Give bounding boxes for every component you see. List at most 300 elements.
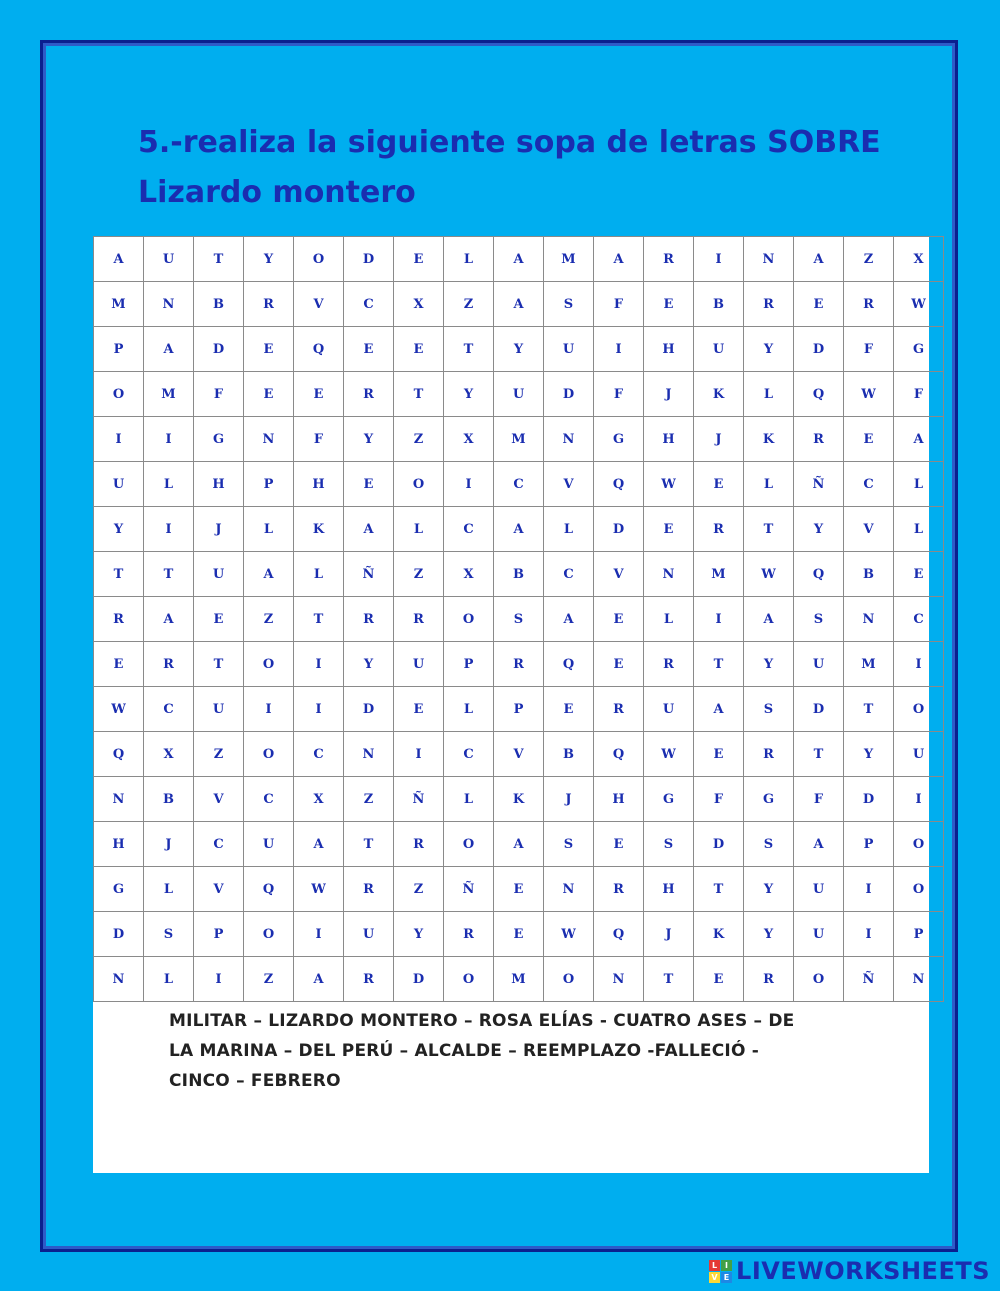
grid-cell[interactable]: I — [194, 957, 244, 1002]
grid-cell[interactable]: R — [244, 282, 294, 327]
grid-cell[interactable]: A — [894, 417, 944, 462]
grid-cell[interactable]: L — [294, 552, 344, 597]
grid-cell[interactable]: T — [94, 552, 144, 597]
grid-cell[interactable]: S — [744, 822, 794, 867]
grid-cell[interactable]: L — [144, 867, 194, 912]
grid-cell[interactable]: E — [594, 597, 644, 642]
grid-cell[interactable]: U — [144, 237, 194, 282]
grid-cell[interactable]: E — [394, 237, 444, 282]
grid-cell[interactable]: T — [694, 867, 744, 912]
grid-cell[interactable]: P — [94, 327, 144, 372]
grid-cell[interactable]: Z — [344, 777, 394, 822]
grid-cell[interactable]: U — [194, 687, 244, 732]
grid-cell[interactable]: Q — [94, 732, 144, 777]
grid-cell[interactable]: I — [294, 687, 344, 732]
grid-cell[interactable]: S — [544, 822, 594, 867]
grid-cell[interactable]: D — [394, 957, 444, 1002]
grid-cell[interactable]: C — [144, 687, 194, 732]
grid-cell[interactable]: C — [894, 597, 944, 642]
liveworksheets-logo — [709, 1260, 732, 1283]
grid-cell[interactable]: O — [294, 237, 344, 282]
grid-cell[interactable]: I — [594, 327, 644, 372]
grid-cell[interactable]: P — [894, 912, 944, 957]
grid-cell[interactable]: L — [394, 507, 444, 552]
grid-cell[interactable]: P — [244, 462, 294, 507]
grid-cell[interactable]: G — [94, 867, 144, 912]
grid-cell[interactable]: K — [694, 372, 744, 417]
grid-cell[interactable]: U — [194, 552, 244, 597]
grid-cell[interactable]: Ñ — [444, 867, 494, 912]
grid-cell[interactable]: C — [844, 462, 894, 507]
grid-cell[interactable]: N — [344, 732, 394, 777]
grid-cell[interactable]: I — [694, 597, 744, 642]
grid-cell[interactable]: R — [94, 597, 144, 642]
grid-cell[interactable]: D — [194, 327, 244, 372]
grid-cell[interactable]: F — [694, 777, 744, 822]
grid-cell[interactable]: H — [194, 462, 244, 507]
grid-cell[interactable]: K — [744, 417, 794, 462]
grid-cell[interactable]: L — [444, 237, 494, 282]
grid-cell[interactable]: G — [894, 327, 944, 372]
grid-cell[interactable]: D — [844, 777, 894, 822]
grid-cell[interactable]: L — [244, 507, 294, 552]
word-list-line: CINCO – FEBRERO — [169, 1071, 341, 1091]
grid-cell[interactable]: D — [594, 507, 644, 552]
grid-cell[interactable]: N — [594, 957, 644, 1002]
grid-cell[interactable]: Z — [244, 597, 294, 642]
grid-cell[interactable]: V — [544, 462, 594, 507]
grid-cell[interactable]: U — [894, 732, 944, 777]
grid-cell[interactable]: B — [844, 552, 894, 597]
grid-cell[interactable]: Z — [394, 867, 444, 912]
grid-cell[interactable]: D — [794, 327, 844, 372]
grid-cell[interactable]: Z — [444, 282, 494, 327]
grid-cell[interactable]: W — [94, 687, 144, 732]
grid-cell[interactable]: E — [894, 552, 944, 597]
grid-cell[interactable]: H — [594, 777, 644, 822]
grid-cell[interactable]: B — [194, 282, 244, 327]
grid-cell[interactable]: Q — [594, 462, 644, 507]
grid-cell[interactable]: C — [194, 822, 244, 867]
grid-cell[interactable]: N — [94, 777, 144, 822]
grid-cell[interactable]: H — [644, 327, 694, 372]
grid-cell[interactable]: T — [194, 642, 244, 687]
grid-cell[interactable]: I — [144, 417, 194, 462]
grid-cell[interactable]: U — [644, 687, 694, 732]
grid-cell[interactable]: E — [244, 372, 294, 417]
grid-cell[interactable]: W — [644, 732, 694, 777]
grid-cell[interactable]: E — [394, 327, 444, 372]
grid-cell[interactable]: P — [444, 642, 494, 687]
grid-cell[interactable]: O — [244, 642, 294, 687]
grid-cell[interactable]: H — [294, 462, 344, 507]
grid-cell[interactable]: Q — [794, 372, 844, 417]
grid-cell[interactable]: W — [894, 282, 944, 327]
grid-cell[interactable]: I — [844, 912, 894, 957]
grid-cell[interactable]: I — [294, 912, 344, 957]
grid-cell[interactable]: I — [394, 732, 444, 777]
grid-cell[interactable]: T — [844, 687, 894, 732]
grid-cell[interactable]: U — [494, 372, 544, 417]
grid-cell[interactable]: Ñ — [844, 957, 894, 1002]
grid-cell[interactable]: E — [344, 327, 394, 372]
grid-cell[interactable]: Y — [394, 912, 444, 957]
grid-cell[interactable]: R — [494, 642, 544, 687]
grid-cell[interactable]: F — [894, 372, 944, 417]
grid-cell[interactable]: S — [644, 822, 694, 867]
grid-cell[interactable]: Y — [844, 732, 894, 777]
grid-cell[interactable]: T — [194, 237, 244, 282]
grid-cell[interactable]: E — [694, 732, 744, 777]
grid-cell[interactable]: Z — [194, 732, 244, 777]
grid-cell[interactable]: I — [144, 507, 194, 552]
grid-cell[interactable]: E — [494, 912, 544, 957]
grid-cell[interactable]: O — [444, 597, 494, 642]
grid-cell[interactable]: E — [644, 507, 694, 552]
grid-cell[interactable]: C — [294, 732, 344, 777]
grid-cell[interactable]: P — [844, 822, 894, 867]
grid-cell[interactable]: O — [894, 867, 944, 912]
grid-cell[interactable]: E — [594, 822, 644, 867]
grid-cell[interactable]: Ñ — [344, 552, 394, 597]
grid-cell[interactable]: Y — [344, 642, 394, 687]
grid-cell[interactable]: O — [244, 732, 294, 777]
grid-cell[interactable]: V — [594, 552, 644, 597]
grid-cell[interactable]: X — [894, 237, 944, 282]
grid-cell[interactable]: W — [644, 462, 694, 507]
grid-cell[interactable]: Q — [594, 912, 644, 957]
grid-cell[interactable]: D — [544, 372, 594, 417]
grid-cell[interactable]: V — [494, 732, 544, 777]
grid-cell[interactable]: O — [444, 957, 494, 1002]
grid-cell[interactable]: S — [494, 597, 544, 642]
grid-cell[interactable]: R — [394, 597, 444, 642]
grid-cell[interactable]: Y — [444, 372, 494, 417]
grid-cell[interactable]: G — [594, 417, 644, 462]
grid-cell[interactable]: W — [544, 912, 594, 957]
grid-cell[interactable]: Q — [294, 327, 344, 372]
grid-cell[interactable]: P — [494, 687, 544, 732]
grid-cell[interactable]: A — [494, 507, 544, 552]
grid-cell[interactable]: K — [494, 777, 544, 822]
grid-cell[interactable]: T — [294, 597, 344, 642]
grid-cell[interactable]: F — [844, 327, 894, 372]
grid-cell[interactable]: I — [294, 642, 344, 687]
grid-row — [94, 417, 944, 462]
grid-cell[interactable]: E — [244, 327, 294, 372]
grid-cell[interactable]: A — [344, 507, 394, 552]
grid-cell[interactable]: D — [344, 237, 394, 282]
grid-cell[interactable]: N — [94, 957, 144, 1002]
grid-cell[interactable]: A — [794, 237, 844, 282]
grid-cell[interactable]: N — [544, 417, 594, 462]
grid-cell[interactable]: R — [694, 507, 744, 552]
grid-cell[interactable]: Y — [494, 327, 544, 372]
grid-cell[interactable]: M — [694, 552, 744, 597]
grid-cell[interactable]: T — [344, 822, 394, 867]
grid-cell[interactable]: W — [294, 867, 344, 912]
grid-cell[interactable]: P — [194, 912, 244, 957]
grid-cell[interactable]: O — [794, 957, 844, 1002]
grid-cell[interactable]: Q — [794, 552, 844, 597]
grid-cell[interactable]: N — [744, 237, 794, 282]
grid-cell[interactable]: L — [144, 957, 194, 1002]
grid-cell[interactable]: A — [594, 237, 644, 282]
grid-cell[interactable]: J — [694, 417, 744, 462]
grid-cell[interactable]: F — [794, 777, 844, 822]
grid-cell[interactable]: C — [344, 282, 394, 327]
grid-cell[interactable]: B — [544, 732, 594, 777]
grid-cell[interactable]: F — [294, 417, 344, 462]
grid-cell[interactable]: E — [194, 597, 244, 642]
grid-cell[interactable]: X — [144, 732, 194, 777]
grid-cell[interactable]: O — [894, 687, 944, 732]
grid-cell[interactable]: D — [344, 687, 394, 732]
grid-cell[interactable]: G — [644, 777, 694, 822]
grid-cell[interactable]: U — [244, 822, 294, 867]
word-list — [169, 1006, 869, 1096]
grid-cell[interactable]: I — [894, 777, 944, 822]
grid-cell[interactable]: A — [294, 957, 344, 1002]
grid-cell[interactable]: B — [694, 282, 744, 327]
grid-cell[interactable]: E — [694, 462, 744, 507]
grid-cell[interactable]: Q — [594, 732, 644, 777]
grid-cell[interactable]: M — [544, 237, 594, 282]
grid-cell[interactable]: I — [244, 687, 294, 732]
grid-cell[interactable]: E — [844, 417, 894, 462]
grid-cell[interactable]: I — [444, 462, 494, 507]
grid-cell[interactable]: J — [644, 912, 694, 957]
grid-cell[interactable]: I — [94, 417, 144, 462]
grid-cell[interactable]: J — [144, 822, 194, 867]
grid-cell[interactable]: A — [294, 822, 344, 867]
grid-cell[interactable]: L — [644, 597, 694, 642]
grid-cell[interactable]: R — [794, 417, 844, 462]
grid-cell[interactable]: R — [344, 597, 394, 642]
grid-cell[interactable]: Y — [744, 867, 794, 912]
grid-cell[interactable]: O — [894, 822, 944, 867]
grid-cell[interactable]: O — [444, 822, 494, 867]
grid-cell[interactable]: H — [644, 867, 694, 912]
grid-cell[interactable]: S — [794, 597, 844, 642]
grid-cell[interactable]: M — [94, 282, 144, 327]
grid-cell[interactable]: C — [544, 552, 594, 597]
grid-cell[interactable]: Z — [394, 417, 444, 462]
grid-row — [94, 822, 944, 867]
grid-cell[interactable]: R — [344, 957, 394, 1002]
grid-cell[interactable]: O — [244, 912, 294, 957]
grid-cell[interactable]: F — [594, 372, 644, 417]
grid-cell[interactable]: A — [494, 282, 544, 327]
grid-cell[interactable]: T — [144, 552, 194, 597]
grid-cell[interactable]: U — [794, 867, 844, 912]
grid-cell[interactable]: S — [144, 912, 194, 957]
grid-cell[interactable]: F — [194, 372, 244, 417]
grid-cell[interactable]: R — [594, 867, 644, 912]
grid-cell[interactable]: S — [544, 282, 594, 327]
grid-cell[interactable]: A — [494, 822, 544, 867]
grid-cell[interactable]: E — [694, 957, 744, 1002]
grid-cell[interactable]: Ñ — [794, 462, 844, 507]
logo-letter: I — [721, 1260, 732, 1271]
grid-cell[interactable]: X — [444, 552, 494, 597]
grid-cell[interactable]: N — [244, 417, 294, 462]
grid-cell[interactable]: Y — [244, 237, 294, 282]
grid-cell[interactable]: R — [344, 867, 394, 912]
grid-cell[interactable]: L — [444, 687, 494, 732]
grid-cell[interactable]: A — [744, 597, 794, 642]
grid-cell[interactable]: L — [744, 462, 794, 507]
grid-cell[interactable]: N — [894, 957, 944, 1002]
grid-cell[interactable]: E — [644, 282, 694, 327]
grid-cell[interactable]: Y — [744, 327, 794, 372]
grid-cell[interactable]: E — [294, 372, 344, 417]
grid-cell[interactable]: M — [494, 957, 544, 1002]
grid-cell[interactable]: V — [194, 777, 244, 822]
grid-cell[interactable]: R — [394, 822, 444, 867]
grid-cell[interactable]: F — [594, 282, 644, 327]
grid-cell[interactable]: X — [394, 282, 444, 327]
grid-cell[interactable]: T — [794, 732, 844, 777]
grid-cell[interactable]: U — [94, 462, 144, 507]
grid-cell[interactable]: L — [144, 462, 194, 507]
grid-cell[interactable]: L — [894, 462, 944, 507]
grid-cell[interactable]: U — [394, 642, 444, 687]
grid-cell[interactable]: T — [444, 327, 494, 372]
grid-cell[interactable]: K — [694, 912, 744, 957]
grid-cell[interactable]: Y — [94, 507, 144, 552]
grid-cell[interactable]: Y — [744, 642, 794, 687]
grid-cell[interactable]: Y — [794, 507, 844, 552]
grid-cell[interactable]: R — [594, 687, 644, 732]
grid-cell[interactable]: J — [194, 507, 244, 552]
grid-cell[interactable]: G — [744, 777, 794, 822]
grid-cell[interactable]: K — [294, 507, 344, 552]
grid-cell[interactable]: A — [144, 597, 194, 642]
grid-cell[interactable]: R — [744, 732, 794, 777]
grid-cell[interactable]: L — [444, 777, 494, 822]
grid-cell[interactable]: A — [94, 237, 144, 282]
grid-cell[interactable]: U — [794, 912, 844, 957]
grid-cell[interactable]: Y — [744, 912, 794, 957]
grid-cell[interactable]: G — [194, 417, 244, 462]
grid-row — [94, 957, 944, 1002]
grid-cell[interactable]: R — [644, 642, 694, 687]
grid-cell[interactable]: C — [444, 507, 494, 552]
grid-cell[interactable]: D — [694, 822, 744, 867]
grid-cell[interactable]: L — [544, 507, 594, 552]
grid-cell[interactable]: E — [494, 867, 544, 912]
grid-cell[interactable]: L — [744, 372, 794, 417]
grid-cell[interactable]: N — [644, 552, 694, 597]
grid-cell[interactable]: C — [494, 462, 544, 507]
brand-name: LIVEWORKSHEETS — [736, 1257, 990, 1285]
grid-cell[interactable]: T — [744, 507, 794, 552]
grid-cell[interactable]: Z — [244, 957, 294, 1002]
grid-cell[interactable]: E — [394, 687, 444, 732]
grid-cell[interactable]: T — [394, 372, 444, 417]
grid-cell[interactable]: R — [744, 282, 794, 327]
grid-cell[interactable]: N — [844, 597, 894, 642]
grid-cell[interactable]: M — [494, 417, 544, 462]
grid-cell[interactable]: I — [894, 642, 944, 687]
grid-cell[interactable]: A — [144, 327, 194, 372]
grid-cell[interactable]: J — [544, 777, 594, 822]
grid-cell[interactable]: R — [644, 237, 694, 282]
grid-cell[interactable]: D — [794, 687, 844, 732]
grid-cell[interactable]: X — [294, 777, 344, 822]
grid-cell[interactable]: Q — [544, 642, 594, 687]
grid-cell[interactable]: U — [694, 327, 744, 372]
grid-cell[interactable]: A — [544, 597, 594, 642]
grid-cell[interactable]: B — [494, 552, 544, 597]
grid-cell[interactable]: O — [544, 957, 594, 1002]
grid-cell[interactable]: Q — [244, 867, 294, 912]
grid-cell[interactable]: Y — [344, 417, 394, 462]
grid-cell[interactable]: C — [444, 732, 494, 777]
word-search-grid — [93, 236, 944, 1002]
grid-cell[interactable]: V — [194, 867, 244, 912]
grid-cell[interactable]: D — [94, 912, 144, 957]
grid-cell[interactable]: M — [144, 372, 194, 417]
grid-cell[interactable]: A — [244, 552, 294, 597]
grid-cell[interactable]: W — [844, 372, 894, 417]
grid-cell[interactable]: Z — [844, 237, 894, 282]
grid-cell[interactable]: Z — [394, 552, 444, 597]
grid-cell[interactable]: T — [694, 642, 744, 687]
grid-cell[interactable]: M — [844, 642, 894, 687]
grid-cell[interactable]: E — [94, 642, 144, 687]
grid-cell[interactable]: H — [94, 822, 144, 867]
grid-cell[interactable]: E — [544, 687, 594, 732]
grid-cell[interactable]: E — [794, 282, 844, 327]
grid-cell[interactable]: N — [144, 282, 194, 327]
grid-cell[interactable]: W — [744, 552, 794, 597]
grid-cell[interactable]: R — [444, 912, 494, 957]
grid-cell[interactable]: A — [794, 822, 844, 867]
grid-cell[interactable]: I — [844, 867, 894, 912]
grid-cell[interactable]: R — [344, 372, 394, 417]
grid-cell[interactable]: A — [494, 237, 544, 282]
grid-cell[interactable]: U — [794, 642, 844, 687]
grid-cell[interactable]: R — [144, 642, 194, 687]
grid-cell[interactable]: N — [544, 867, 594, 912]
grid-row — [94, 732, 944, 777]
grid-cell[interactable]: L — [894, 507, 944, 552]
grid-cell[interactable]: A — [694, 687, 744, 732]
grid-cell[interactable]: U — [544, 327, 594, 372]
grid-cell[interactable]: H — [644, 417, 694, 462]
grid-cell[interactable]: E — [594, 642, 644, 687]
grid-cell[interactable]: J — [644, 372, 694, 417]
grid-cell[interactable]: R — [844, 282, 894, 327]
grid-cell[interactable]: O — [94, 372, 144, 417]
grid-cell[interactable]: O — [394, 462, 444, 507]
grid-cell[interactable]: V — [844, 507, 894, 552]
grid-cell[interactable]: U — [344, 912, 394, 957]
grid-cell[interactable]: R — [744, 957, 794, 1002]
grid-row — [94, 867, 944, 912]
grid-cell[interactable]: V — [294, 282, 344, 327]
grid-cell[interactable]: I — [694, 237, 744, 282]
grid-cell[interactable]: S — [744, 687, 794, 732]
grid-cell[interactable]: B — [144, 777, 194, 822]
grid-cell[interactable]: X — [444, 417, 494, 462]
grid-cell[interactable]: E — [344, 462, 394, 507]
grid-cell[interactable]: T — [644, 957, 694, 1002]
grid-cell[interactable]: Ñ — [394, 777, 444, 822]
grid-cell[interactable]: C — [244, 777, 294, 822]
